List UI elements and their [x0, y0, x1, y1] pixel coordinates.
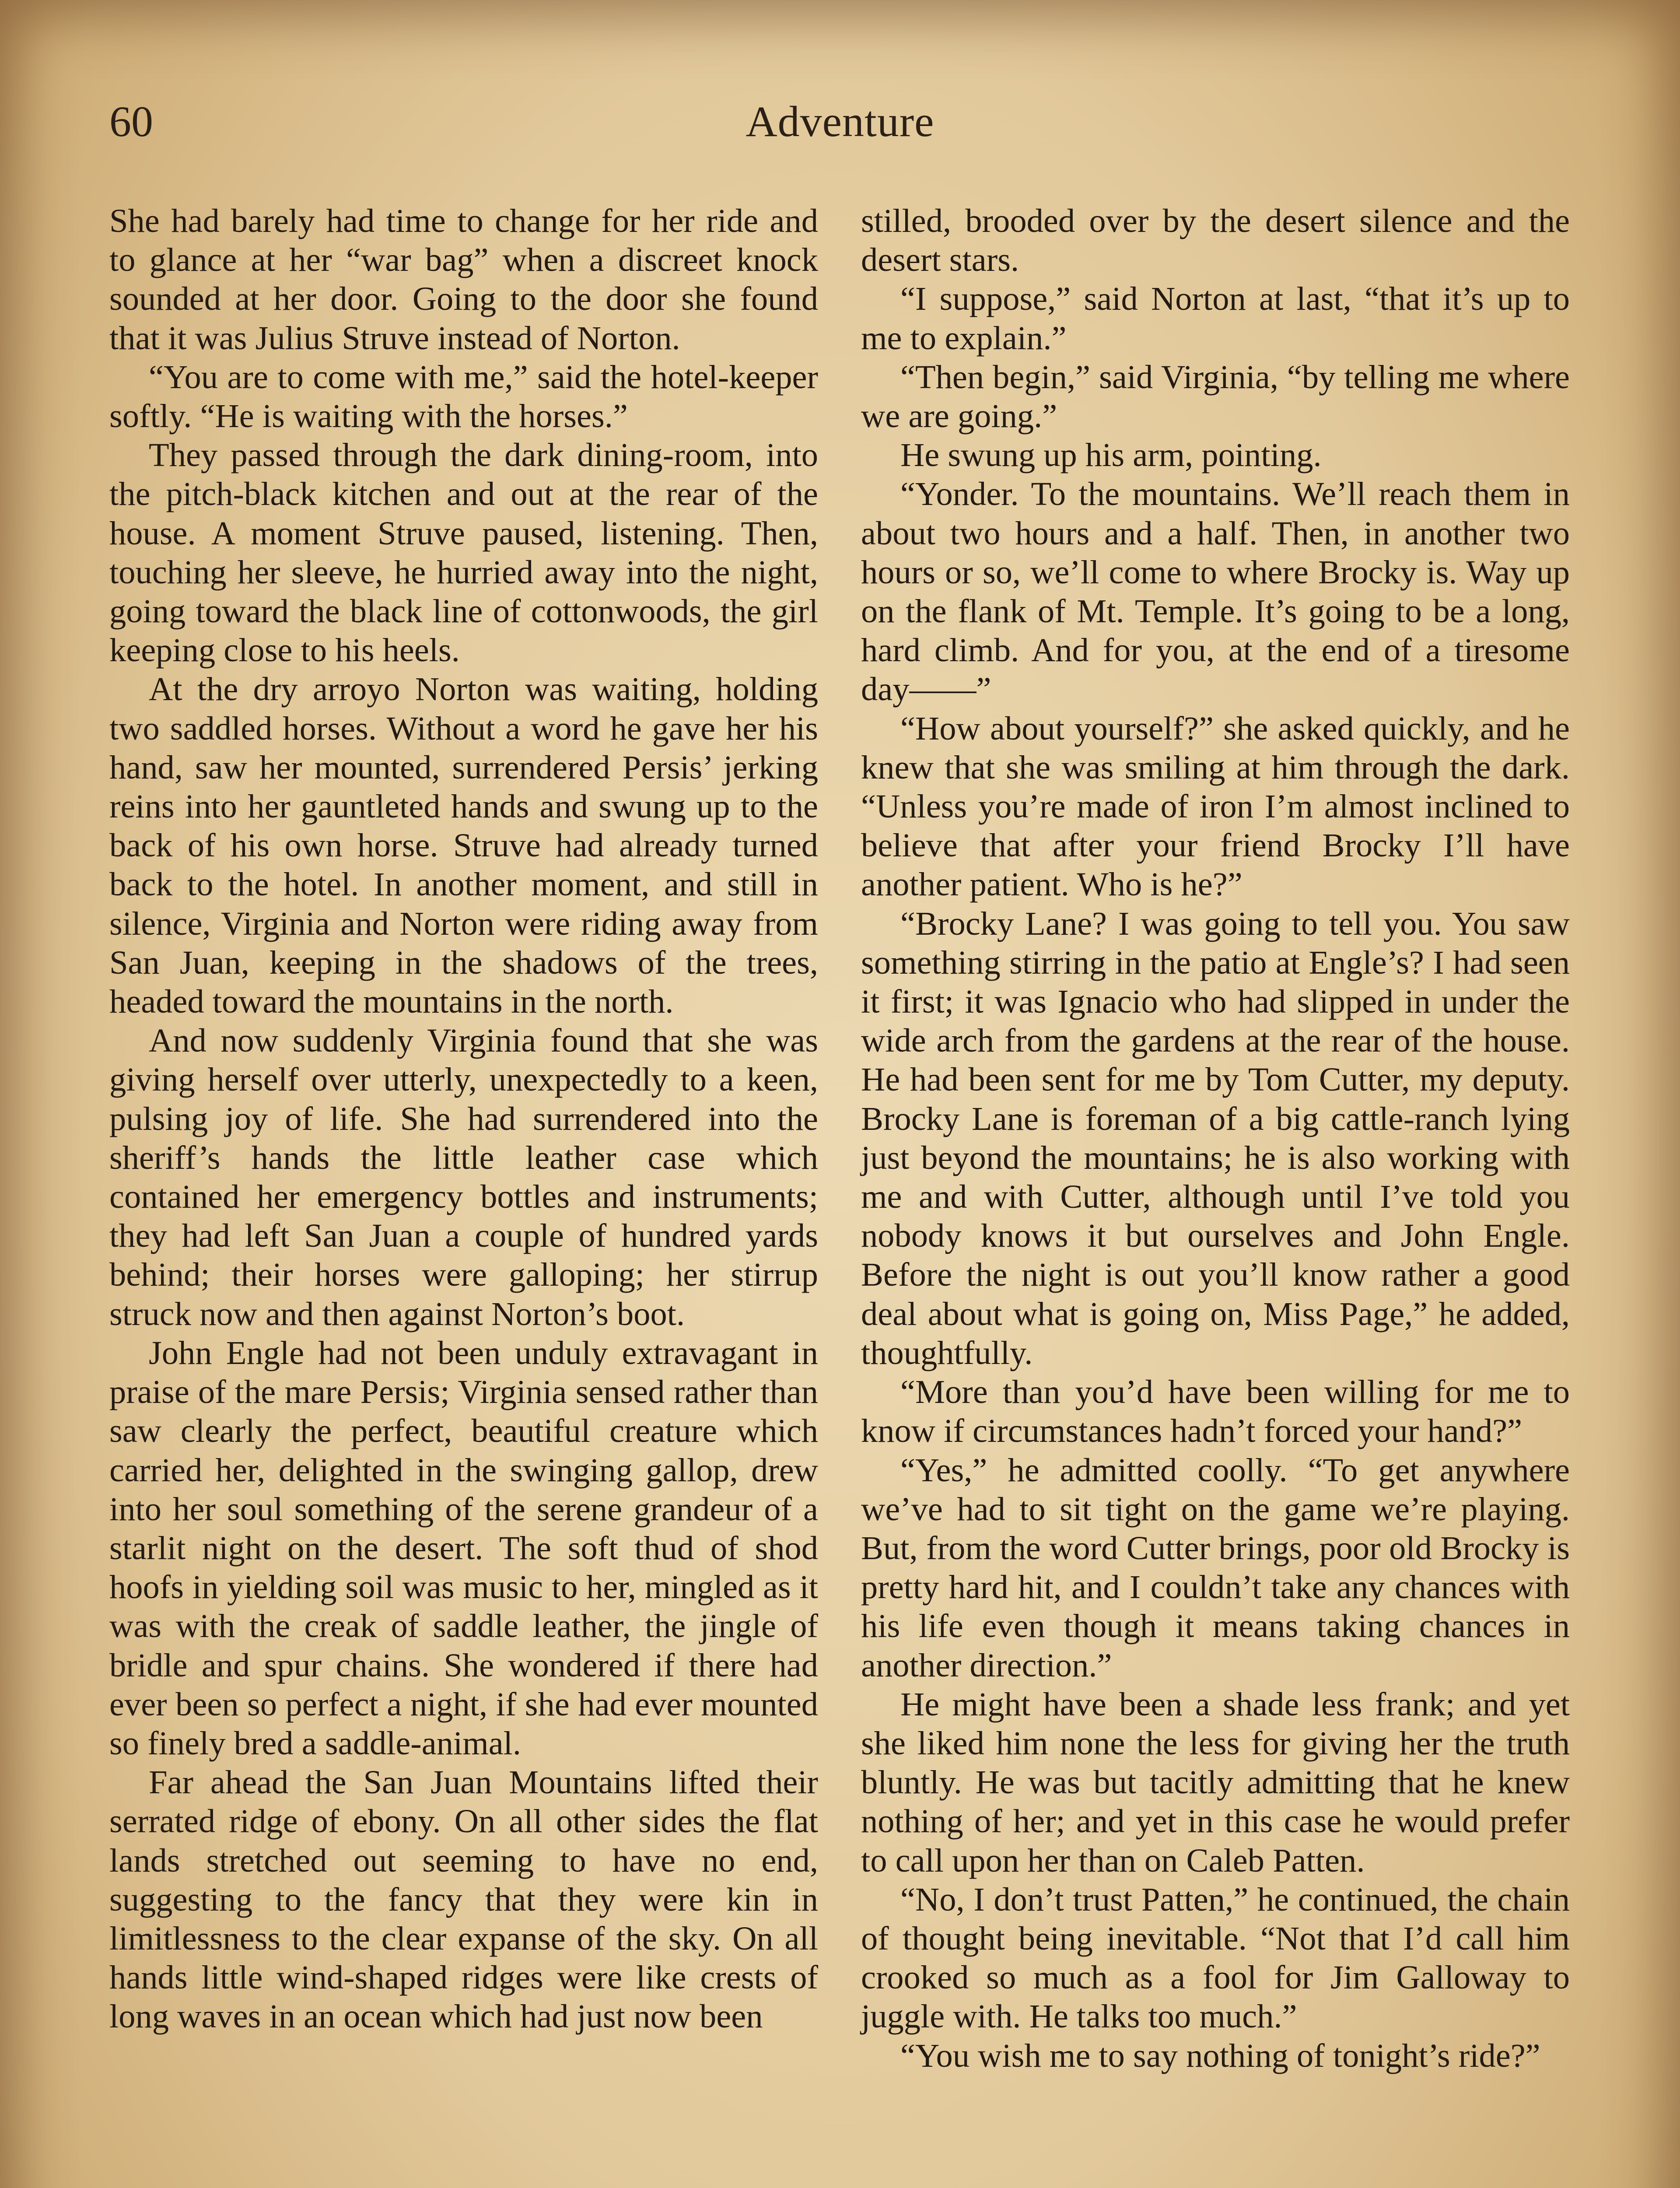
paragraph: “More than you’d have been willing for me to know if circumstances hadn’t forced your hand?” — [861, 1373, 1570, 1450]
paragraph: They passed through the dark dining-room, into the pitch-black kitchen and out at the rear of the house. A moment Struve paused, listening. Then, touching her sleeve, he hurried away into the night, going toward the black line of cottonwoods, the girl keeping close to his heels. — [109, 436, 818, 669]
paragraph: At the dry arroyo Norton was waiting, holding two saddled horses. Without a word he gave her his hand, saw her mounted, surrendered Persis’ jerking reins into her gauntleted hands and swung up to the back of his own horse. Struve had already turned back to the hotel. In another moment, and still in silence, Virginia and Norton were riding away from San Juan, keeping in the shadows of the trees, headed toward the mountains in the north. — [109, 670, 818, 1020]
paragraph: “No, I don’t trust Patten,” he continued, the chain of thought being inevitable. “Not that I’d call him crooked so much as a fool for Jim Galloway to juggle with. He talks too much.” — [861, 1880, 1570, 2035]
paragraph: stilled, brooded over by the desert silence and the desert stars. — [861, 202, 1570, 279]
right-column — [861, 201, 1570, 2075]
running-title: Adventure — [746, 97, 934, 146]
paragraph: “Yes,” he admitted coolly. “To get anywhere we’ve had to sit tight on the game we’re playing. But, from the word Cutter brings, poor old Brocky is pretty hard hit, and I couldn’t take any chances with his life even though it means taking chances in another direction.” — [861, 1451, 1570, 1684]
paragraph: She had barely had time to change for her ride and to glance at her “war bag” when a discreet knock sounded at her door. Going to the door she found that it was Julius Struve instead of Norton. — [109, 202, 818, 357]
paragraph: “Then begin,” said Virginia, “by telling me where we are going.” — [861, 358, 1570, 435]
paragraph: “How about yourself?” she asked quickly, and he knew that she was smiling at him through the dark. “Unless you’re made of iron I’m almost inclined to believe that after your friend Brocky I’ll have another patient. Who is he?” — [861, 709, 1570, 903]
paragraph: Far ahead the San Juan Mountains lifted their serrated ridge of ebony. On all other sides the flat lands stretched out seeming to have no end, suggesting to the fancy that they were kin in limitlessness to the clear expanse of the sky. On all hands little wind-shaped ridges were like crests of long waves in an ocean which had just now been — [109, 1764, 818, 2035]
left-column — [109, 201, 818, 2036]
paragraph: “I suppose,” said Norton at last, “that it’s up to me to explain.” — [861, 280, 1570, 357]
paragraph: “Yonder. To the mountains. We’ll reach them in about two hours and a half. Then, in another two hours or so, we’ll come to where Brocky is. Way up on the flank of Mt. Temple. It’s going to be a long, hard climb. And for you, at the end of a tiresome day——” — [861, 475, 1570, 708]
page-header — [109, 96, 1571, 171]
paragraph: He swung up his arm, pointing. — [900, 436, 1322, 474]
paragraph: And now suddenly Virginia found that she was giving herself over utterly, unexpectedly to a keen, pulsing joy of life. She had surrendered into the sheriff’s hands the little leather case which contained her emergency bottles and instruments; they had left San Juan a couple of hundred yards behind; their horses were galloping; her stirrup struck now and then against Norton’s boot. — [109, 1022, 818, 1332]
paragraph: He might have been a shade less frank; and yet she liked him none the less for giving her the truth bluntly. He was but tacitly admitting that he knew nothing of her; and yet in this case he would prefer to call upon her than on Caleb Patten. — [861, 1685, 1570, 1879]
paragraph: John Engle had not been unduly extravagant in praise of the mare Persis; Virginia sensed rather than saw clearly the perfect, beautiful creature which carried her, delighted in the swinging gallop, drew into her soul something of the serene grandeur of a starlit night on the desert. The soft thud of shod hoofs in yielding soil was music to her, mingled as it was with the creak of saddle leather, the jingle of bridle and spur chains. She wondered if there had ever been so perfect a night, if she had ever mounted so finely bred a saddle-animal. — [109, 1334, 818, 1762]
page-number: 60 — [109, 97, 153, 146]
paragraph: “You wish me to say nothing of tonight’s ride?” — [900, 2037, 1540, 2074]
paragraph: “You are to come with me,” said the hotel-keeper softly. “He is waiting with the horses.” — [109, 358, 818, 435]
paragraph: “Brocky Lane? I was going to tell you. You saw something stirring in the patio at Engle’s? I had seen it first; it was Ignacio who had slipped in under the wide arch from the gardens at the rear of the house. He had been sent for me by Tom Cutter, my deputy. Brocky Lane is foreman of a big cattle-ranch lying just beyond the mountains; he is also working with me and with Cutter, although until I’ve told you nobody knows it but ourselves and John Engle. Before the night is out you’ll know rather a good deal about what is going on, Miss Page,” he added, thoughtfully. — [861, 905, 1570, 1371]
